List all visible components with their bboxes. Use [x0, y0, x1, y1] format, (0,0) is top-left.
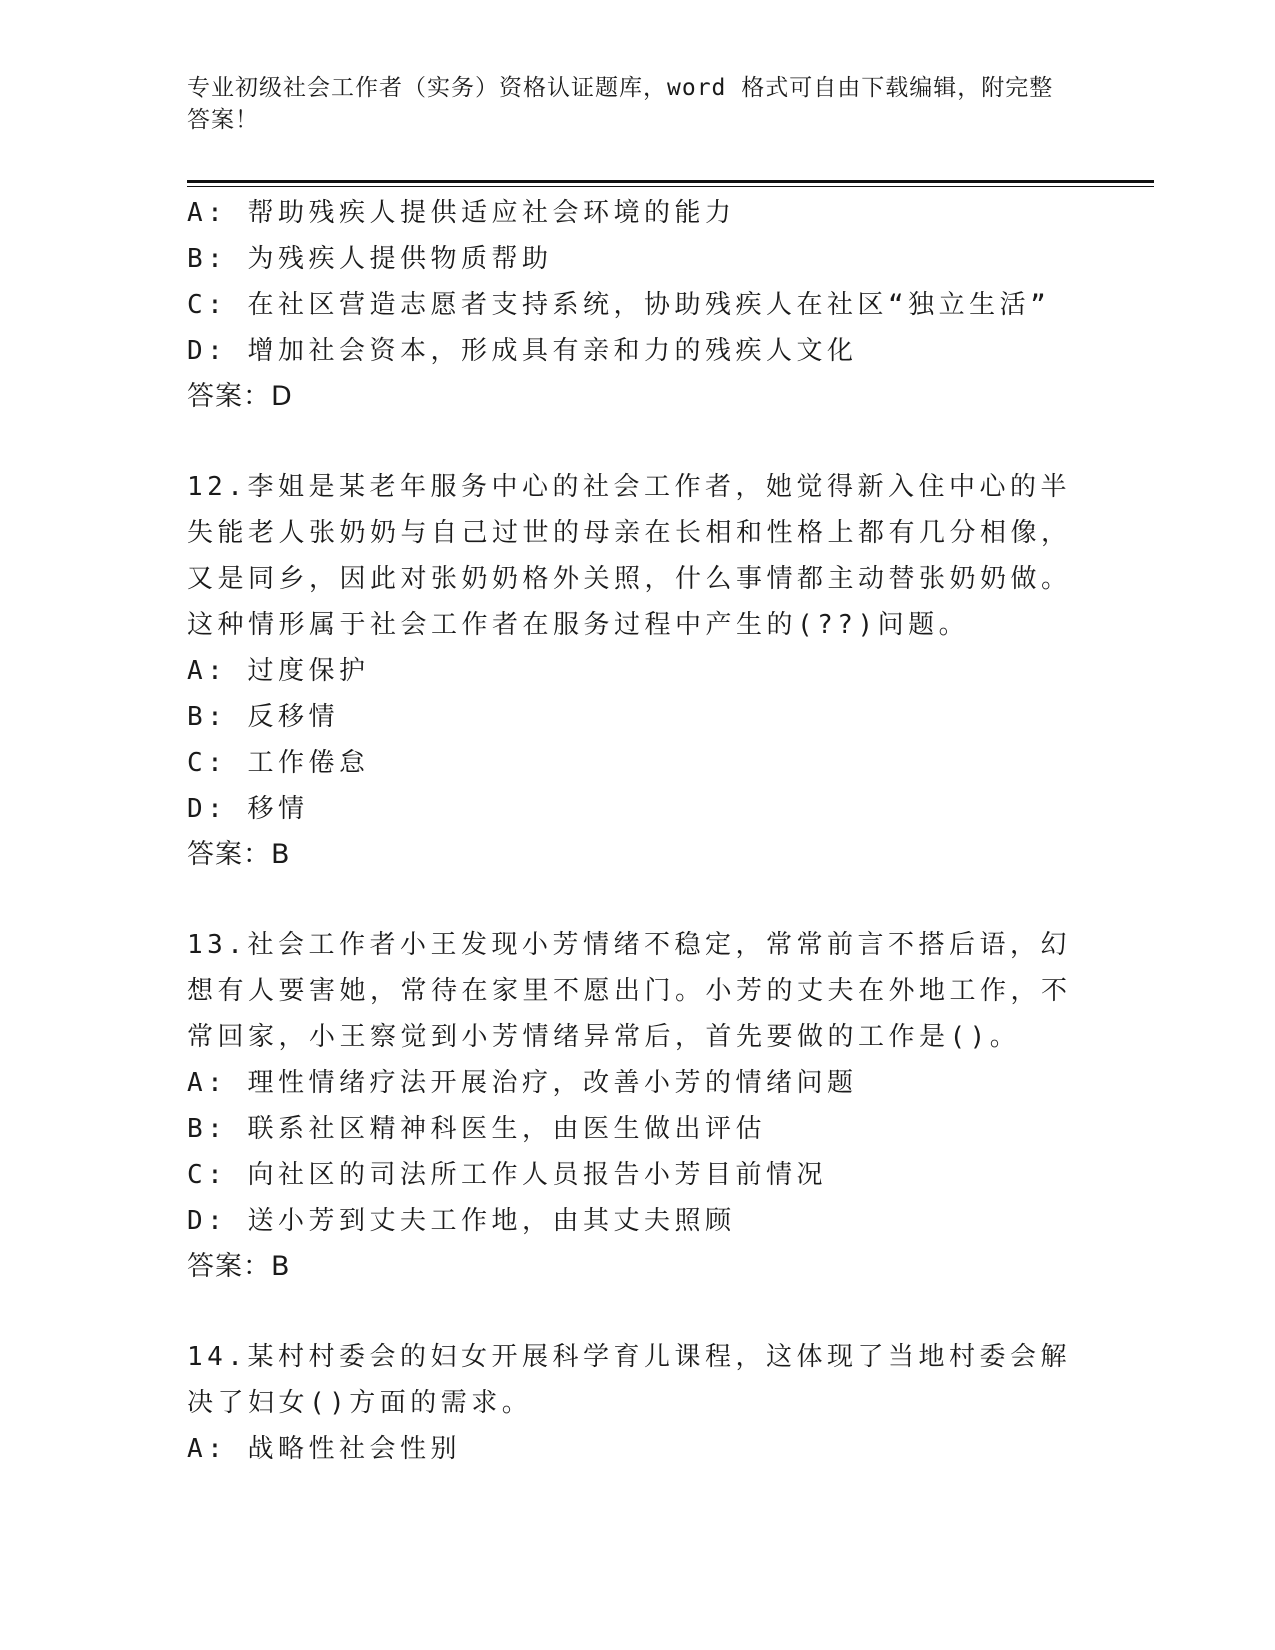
header-title: 专业初级社会工作者（实务）资格认证题库，word 格式可自由下载编辑，附完整答案！	[187, 75, 1054, 133]
option-c: C: 在社区营造志愿者支持系统，协助残疾人在社区“独立生活”	[187, 290, 1051, 320]
question-11-continuation	[187, 190, 1087, 420]
header-divider-thin	[187, 186, 1154, 187]
question-stem: 13.社会工作者小王发现小芳情绪不稳定，常常前言不搭后语，幻想有人要害她，常待在家里不愿出门。小芳的丈夫在外地工作，不常回家，小王察觉到小芳情绪异常后，首先要做的工作是()。	[187, 930, 1072, 1052]
option-c: C: 向社区的司法所工作人员报告小芳目前情况	[187, 1160, 827, 1190]
question-stem: 14.某村村委会的妇女开展科学育儿课程，这体现了当地村委会解决了妇女()方面的需求。	[187, 1342, 1071, 1418]
option-a: A: 理性情绪疗法开展治疗，改善小芳的情绪问题	[187, 1068, 858, 1098]
option-b: B: 联系社区精神科医生，由医生做出评估	[187, 1114, 766, 1144]
answer: 答案：B	[187, 839, 291, 870]
question-12	[187, 464, 1087, 878]
option-d: D: 移情	[187, 794, 309, 824]
option-d: D: 增加社会资本，形成具有亲和力的残疾人文化	[187, 336, 858, 366]
header-divider-thick	[187, 180, 1154, 183]
option-a: A: 过度保护	[187, 656, 370, 686]
option-b: B: 反移情	[187, 702, 339, 732]
question-stem: 12.李姐是某老年服务中心的社会工作者，她觉得新入住中心的半失能老人张奶奶与自己过世的母亲在长相和性格上都有几分相像，又是同乡，因此对张奶奶格外关照，什么事情都主动替张奶奶做。这种情形属于社会工作者在服务过程中产生的(??)问题。	[187, 472, 1072, 640]
document-header	[187, 72, 1067, 136]
answer: 答案：B	[187, 1251, 291, 1282]
option-a: A: 战略性社会性别	[187, 1434, 461, 1464]
question-14	[187, 1334, 1087, 1472]
option-d: D: 送小芳到丈夫工作地，由其丈夫照顾	[187, 1206, 736, 1236]
option-a: A: 帮助残疾人提供适应社会环境的能力	[187, 198, 736, 228]
option-c: C: 工作倦怠	[187, 748, 370, 778]
question-13	[187, 922, 1087, 1290]
question-list	[187, 190, 1087, 1472]
answer: 答案：D	[187, 381, 293, 412]
option-b: B: 为残疾人提供物质帮助	[187, 244, 553, 274]
